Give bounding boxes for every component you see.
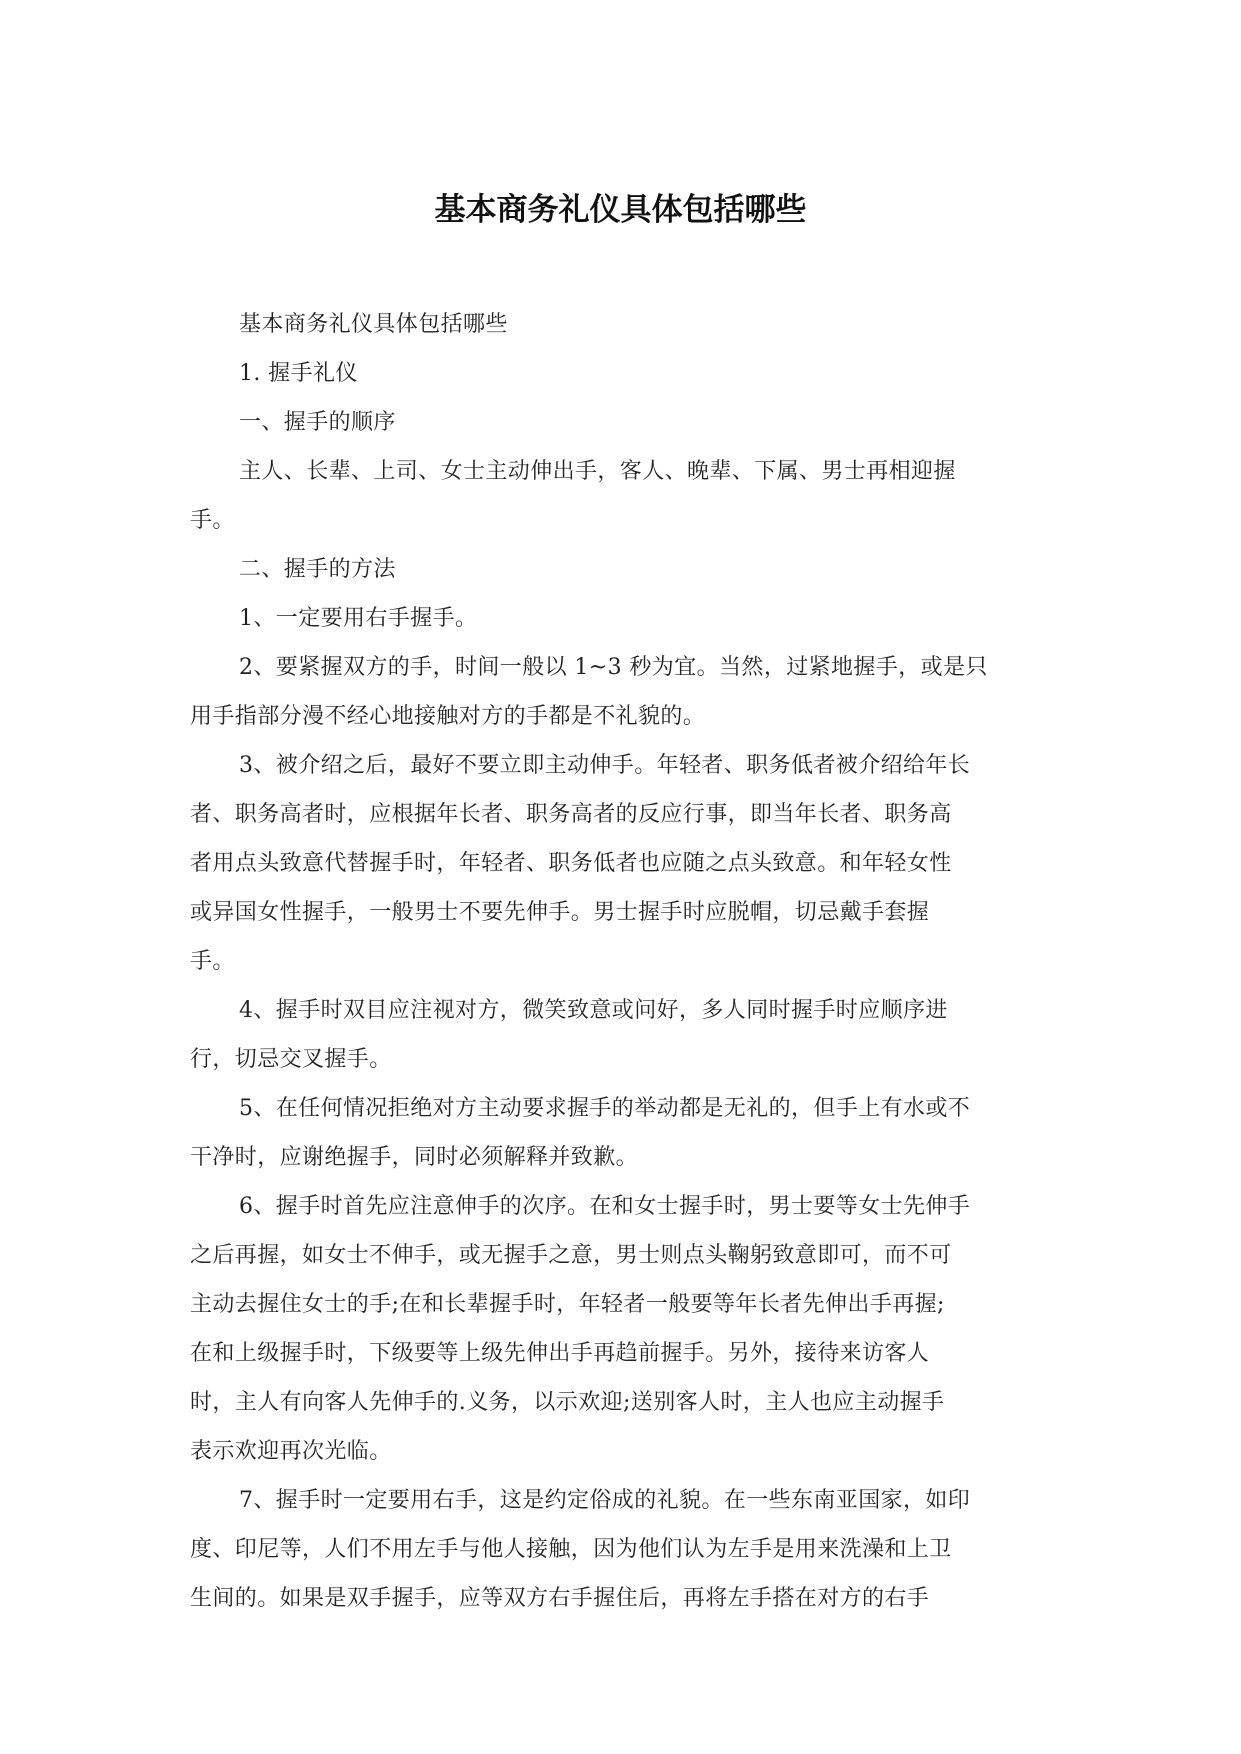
paragraph: 基本商务礼仪具体包括哪些 [239, 312, 508, 337]
paragraph: 4、握手时双目应注视对方，微笑致意或问好，多人同时握手时应顺序进 行，切忌交叉握手。 [190, 998, 948, 1072]
paragraph: 7、握手时一定要用右手，这是约定俗成的礼貌。在一些东南亚国家，如印 度、印尼等，人们不用左手与他人接触，因为他们认为左手是用来洗澡和上卫 生间的。如果是双手握手，应等双方右手握住后，再将左手搭在对方的右手 [190, 1488, 971, 1611]
paragraph: 5、在任何情况拒绝对方主动要求握手的举动都是无礼的，但手上有水或不 干净时，应谢绝握手，同时必须解释并致歉。 [190, 1096, 971, 1170]
paragraph: 主人、长辈、上司、女士主动伸出手，客人、晚辈、下属、男士再相迎握 手。 [190, 459, 956, 533]
paragraph: 1、一定要用右手握手。 [239, 606, 478, 631]
paragraph: 6、握手时首先应注意伸手的次序。在和女士握手时，男士要等女士先伸手 之后再握，如女士不伸手，或无握手之意，男士则点头鞠躬致意即可，而不可 主动去握住女士的手;在和长辈握手时，年轻者一般要等年长者先伸出手再握; 在和上级握手时，下级要等上级先伸出手再趋前握手。另外，接待来访客人 时，主人有向客人先伸手的.义务，以示欢迎;送别客人时，主人也应主动握手 表示欢迎再次光临。 [190, 1194, 971, 1464]
paragraph: 2、要紧握双方的手，时间一般以 1~3 秒为宜。当然，过紧地握手，或是只 用手指部分漫不经心地接触对方的手都是不礼貌的。 [190, 655, 988, 729]
document-body [190, 300, 1055, 1623]
paragraph: 1. 握手礼仪 [239, 361, 358, 386]
paragraph: 一、握手的顺序 [239, 410, 396, 435]
paragraph: 二、握手的方法 [239, 557, 396, 582]
document-title: 基本商务礼仪具体包括哪些 [434, 192, 807, 228]
paragraph: 3、被介绍之后，最好不要立即主动伸手。年轻者、职务低者被介绍给年长 者、职务高者时，应根据年长者、职务高者的反应行事，即当年长者、职务高 者用点头致意代替握手时，年轻者、职务低者也应随之点头致意。和年轻女性 或异国女性握手，一般男士不要先伸手。男士握手时应脱帽，切忌戴手套握 手。 [190, 753, 971, 974]
